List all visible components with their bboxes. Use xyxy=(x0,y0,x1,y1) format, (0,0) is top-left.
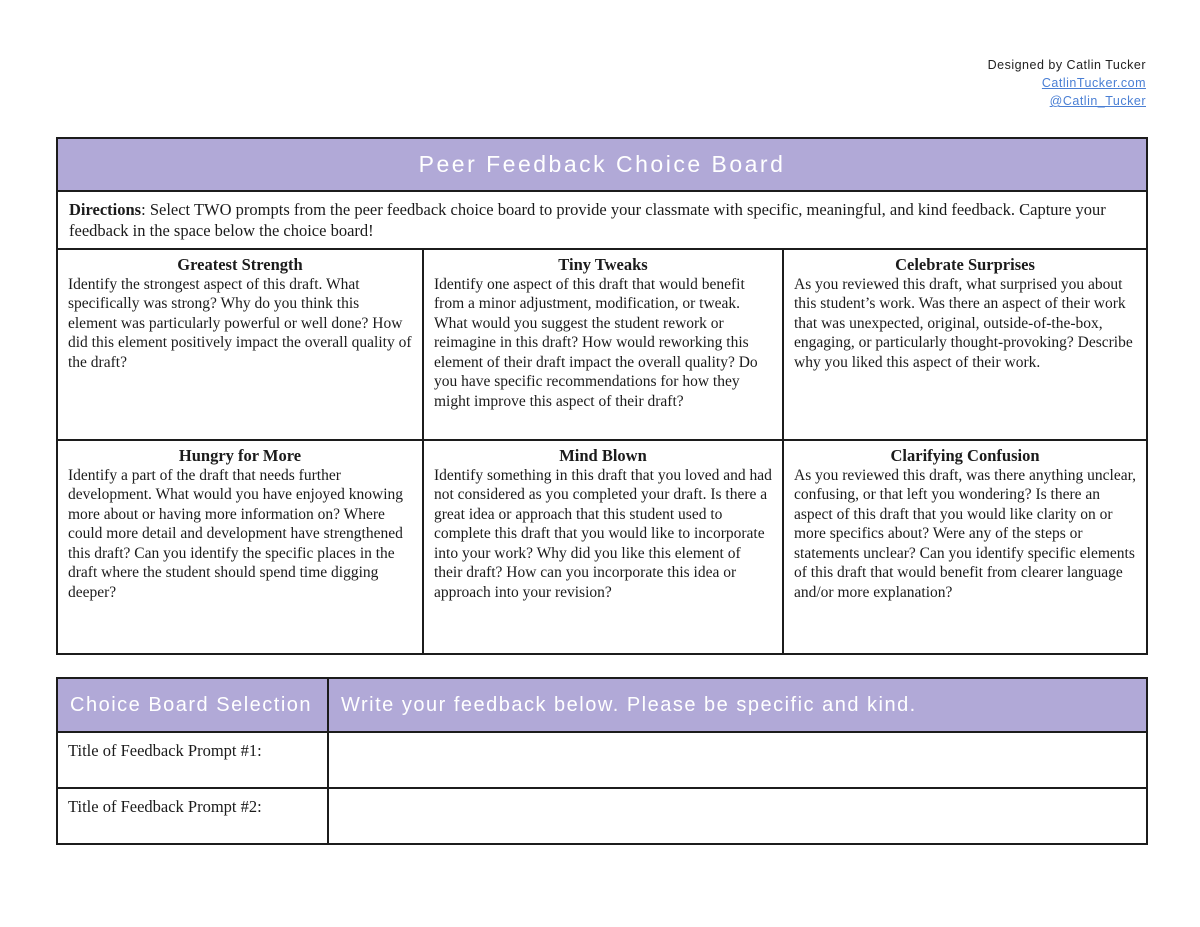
feedback-col2-header: Write your feedback below. Please be specific and kind. xyxy=(328,678,1147,732)
designed-by-text: Designed by Catlin Tucker xyxy=(987,58,1146,72)
cell-title: Hungry for More xyxy=(178,446,302,465)
cell-title: Tiny Tweaks xyxy=(558,255,648,274)
cell-body: Identify something in this draft that you loved and had not considered as you completed your draft. Is there a great idea or approach that this student used to complete this draft that you would like to incorporate into your work? Why did you like this element of their draft? How can you incorporate this idea or approach into your revision? xyxy=(434,466,772,601)
twitter-link[interactable]: @Catlin_Tucker xyxy=(1049,94,1146,108)
cell-title: Mind Blown xyxy=(559,446,647,465)
feedback-prompt-1-label: Title of Feedback Prompt #1: xyxy=(57,732,328,788)
directions-label: Directions xyxy=(69,200,142,219)
cell-tiny-tweaks xyxy=(423,249,783,440)
feedback-prompt-2-input[interactable] xyxy=(328,788,1147,844)
feedback-col1-header: Choice Board Selection xyxy=(57,678,328,732)
cell-title: Clarifying Confusion xyxy=(890,446,1040,465)
feedback-table xyxy=(56,677,1148,845)
cell-body: Identify one aspect of this draft that would benefit from a minor adjustment, modification, or tweak. What would you suggest the student rework or reimagine in this draft? How would reworking this element of their draft impact the overall quality? Do you have specific recommendations for how they might improve this aspect of their draft? xyxy=(434,275,758,410)
cell-title: Celebrate Surprises xyxy=(895,255,1035,274)
cell-title: Greatest Strength xyxy=(177,255,303,274)
attribution-block xyxy=(988,56,1146,110)
cell-body: Identify the strongest aspect of this draft. What specifically was strong? Why do you think this element was particularly powerful or well done? How did this element positively impact the overall quality of the draft? xyxy=(68,275,412,371)
board-title: Peer Feedback Choice Board xyxy=(57,138,1147,191)
cell-body: Identify a part of the draft that needs further development. What would you have enjoyed knowing more about or having more information on? Where could more detail and development have strengthened this draft? Can you identify the specific places in the draft where the student should spend time digging deeper? xyxy=(68,466,404,601)
cell-clarifying-confusion xyxy=(783,440,1147,654)
feedback-prompt-1-input[interactable] xyxy=(328,732,1147,788)
choice-board-table xyxy=(56,137,1148,655)
directions-cell xyxy=(57,191,1147,249)
cell-body: As you reviewed this draft, was there anything unclear, confusing, or that left you wondering? Is there an aspect of this draft that you would like clarity on or more specifics about? Were any of the steps or statements unclear? Can you identify specific elements of this draft that would benefit from clearer language and/or more explanation? xyxy=(794,466,1136,601)
cell-hungry-for-more xyxy=(57,440,423,654)
cell-greatest-strength xyxy=(57,249,423,440)
directions-text: : Select TWO prompts from the peer feedback choice board to provide your classmate with specific, meaningful, and kind feedback. Capture your feedback in the space below the choice board! xyxy=(69,200,1106,240)
cell-mind-blown xyxy=(423,440,783,654)
feedback-prompt-2-label: Title of Feedback Prompt #2: xyxy=(57,788,328,844)
cell-body: As you reviewed this draft, what surprised you about this student’s work. Was there an aspect of their work that was unexpected, original, outside-of-the-box, engaging, or particularly thought-provoking? Describe why you liked this aspect of their work. xyxy=(794,275,1133,371)
cell-celebrate-surprises xyxy=(783,249,1147,440)
website-link[interactable]: CatlinTucker.com xyxy=(1041,76,1146,90)
